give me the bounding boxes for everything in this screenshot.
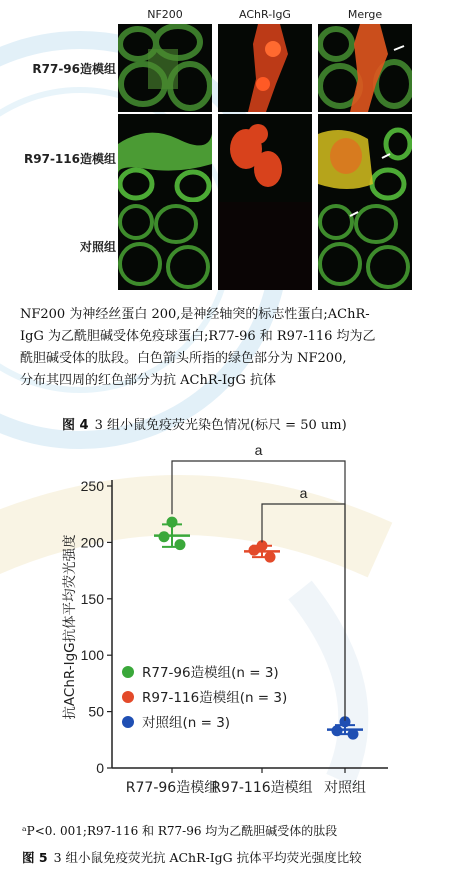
y-tick-label-5: 250 [80, 478, 104, 494]
legend-label-1: R97-116造模组(n = 3) [142, 690, 288, 706]
micrograph-r97-achr [218, 114, 312, 202]
fig4-caption-line-3: 酰胆碱受体的肽段。白色箭头所指的绿色部分为 NF200, [20, 351, 347, 366]
y-tick-label-0: 0 [96, 760, 104, 776]
micrograph-control-achr [218, 202, 312, 290]
fig4-label: 图 4 [62, 418, 89, 433]
micrograph-r77-nf200 [118, 24, 212, 112]
data-point-0-0 [167, 517, 178, 528]
x-tick-label-1: R97-116造模组 [211, 780, 313, 796]
y-tick-label-3: 150 [80, 590, 104, 607]
legend-marker-1 [122, 691, 134, 703]
fig5-title [22, 848, 362, 866]
data-point-1-1 [249, 545, 260, 556]
col-label-merge: Merge [347, 8, 383, 21]
x-tick-label-0: R77-96造模组 [125, 780, 219, 796]
significance-bracket-1 [262, 504, 345, 721]
micrograph-r77-merge [318, 24, 412, 112]
y-axis-label: 抗AChR-IgG抗体平均荧光强度 [62, 534, 78, 720]
col-label-achr-igg: AChR-IgG [239, 8, 291, 21]
significance-bracket-0 [172, 461, 345, 721]
fig4-title [62, 414, 347, 433]
fig4-caption-line-1: NF200 为神经丝蛋白 200,是神经轴突的标志性蛋白;AChR- [20, 307, 370, 322]
significance-label-1: a [299, 485, 308, 501]
fig4-title-text: 3 组小鼠免疫荧光染色情况(标尺 = 50 um) [94, 418, 347, 433]
row-label-control: 对照组 [79, 240, 116, 254]
col-label-nf200: NF200 [147, 8, 183, 21]
y-tick-label-4: 200 [80, 534, 104, 551]
data-point-0-1 [159, 531, 170, 542]
micrograph-r97-nf200 [118, 114, 212, 202]
micrograph-control-merge [318, 202, 412, 290]
data-point-0-2 [175, 539, 186, 550]
fig5-chart [0, 446, 468, 806]
data-point-2-1 [332, 725, 343, 736]
fig5-footnote: ᵃP<0. 001;R97-116 和 R77-96 均为乙酰胆碱受体的肽段 [22, 824, 338, 838]
data-point-1-2 [265, 552, 276, 563]
row-label-r77-96: R77-96造模组 [32, 62, 116, 76]
fig5-label: 图 5 [22, 850, 48, 865]
data-point-2-2 [348, 729, 359, 740]
y-tick-label-1: 50 [88, 703, 104, 720]
legend-label-0: R77-96造模组(n = 3) [142, 665, 279, 681]
x-tick-label-2: 对照组 [324, 780, 366, 796]
y-tick-label-2: 100 [80, 647, 104, 664]
micrograph-r77-achr [218, 24, 312, 112]
fig5-title-text: 3 组小鼠免疫荧光抗 AChR-IgG 抗体平均荧光强度比较 [53, 850, 362, 865]
legend-marker-0 [122, 666, 134, 678]
micrograph-r97-merge [318, 114, 412, 202]
significance-label-0: a [254, 446, 263, 458]
micrograph-control-nf200 [118, 202, 212, 290]
legend-marker-2 [122, 716, 134, 728]
row-label-r97-116: R97-116造模组 [24, 152, 116, 166]
fig4-caption-line-4: 分布其四周的红色部分为抗 AChR-IgG 抗体 [20, 373, 276, 388]
fig4-caption-line-2: IgG 为乙酰胆碱受体免疫球蛋白;R77-96 和 R97-116 均为乙 [20, 329, 376, 344]
legend-label-2: 对照组(n = 3) [142, 715, 231, 731]
